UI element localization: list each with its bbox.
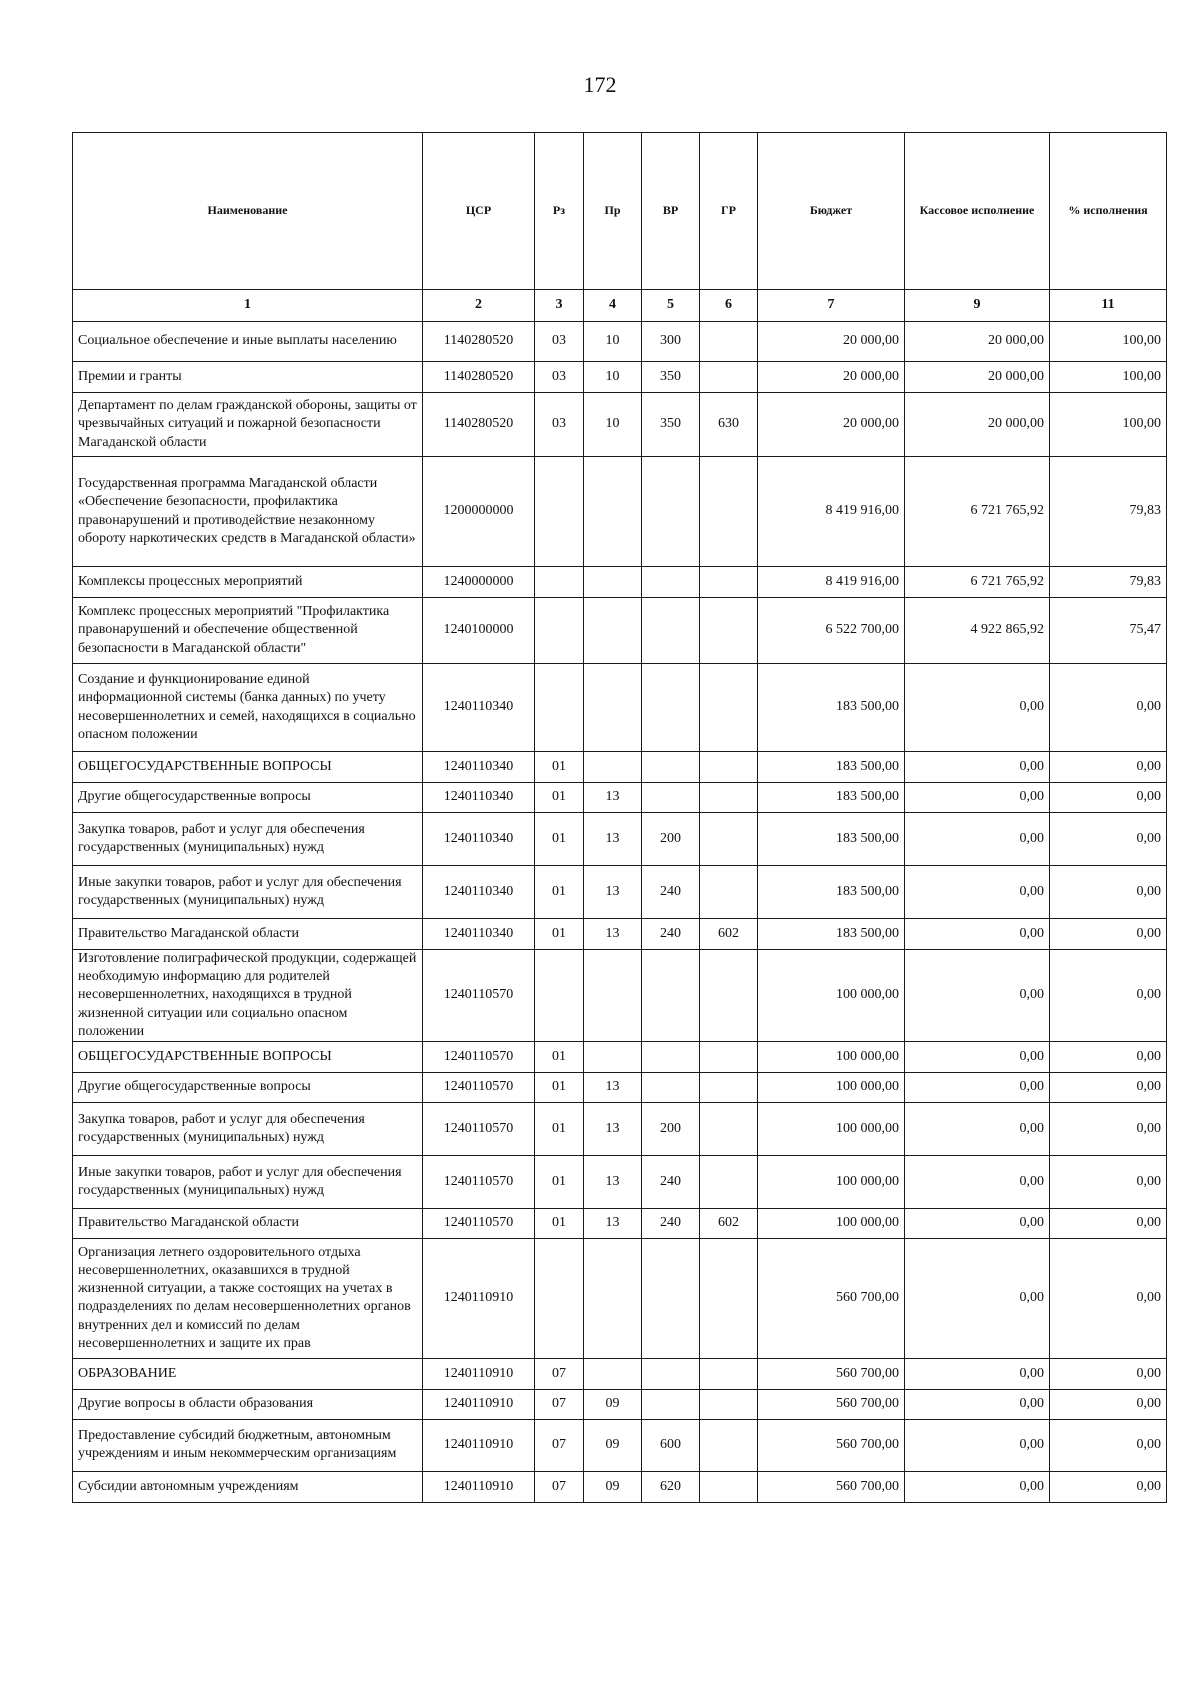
cell-pr: 13 — [584, 919, 642, 950]
cell-gr — [700, 567, 758, 598]
cell-gr — [700, 1358, 758, 1389]
cell-cash: 6 721 765,92 — [905, 567, 1050, 598]
cell-budget: 20 000,00 — [758, 322, 905, 362]
column-number-cash: 9 — [905, 290, 1050, 322]
cell-pr — [584, 950, 642, 1042]
table-row — [73, 1072, 1167, 1102]
cell-pct: 100,00 — [1050, 322, 1167, 362]
table-row — [73, 1471, 1167, 1502]
cell-pr — [584, 567, 642, 598]
cell-budget: 560 700,00 — [758, 1358, 905, 1389]
cell-pct: 0,00 — [1050, 919, 1167, 950]
cell-cash: 0,00 — [905, 866, 1050, 919]
table-row — [73, 322, 1167, 362]
cell-pr — [584, 1238, 642, 1358]
cell-gr — [700, 322, 758, 362]
cell-rz: 07 — [535, 1389, 584, 1419]
cell-csr: 1140280520 — [423, 322, 535, 362]
cell-vr: 240 — [642, 919, 700, 950]
cell-rz: 01 — [535, 1155, 584, 1208]
cell-csr: 1240110340 — [423, 752, 535, 783]
cell-csr: 1240100000 — [423, 598, 535, 664]
cell-pct: 79,83 — [1050, 457, 1167, 567]
cell-vr: 350 — [642, 393, 700, 457]
cell-csr: 1240110340 — [423, 813, 535, 866]
cell-csr: 1240110910 — [423, 1358, 535, 1389]
cell-csr: 1240110340 — [423, 866, 535, 919]
cell-csr: 1240110570 — [423, 1155, 535, 1208]
cell-budget: 560 700,00 — [758, 1238, 905, 1358]
cell-name: Закупка товаров, работ и услуг для обеспечения государственных (муниципальных) нужд — [73, 813, 423, 866]
cell-budget: 560 700,00 — [758, 1419, 905, 1471]
cell-gr — [700, 1155, 758, 1208]
budget-execution-table — [72, 132, 1167, 1503]
cell-pct: 0,00 — [1050, 1072, 1167, 1102]
cell-name: Правительство Магаданской области — [73, 919, 423, 950]
cell-pr: 10 — [584, 322, 642, 362]
cell-vr — [642, 1238, 700, 1358]
cell-gr — [700, 866, 758, 919]
cell-pr: 13 — [584, 1208, 642, 1238]
cell-pr: 13 — [584, 783, 642, 813]
cell-vr: 200 — [642, 1102, 700, 1155]
table-row — [73, 567, 1167, 598]
cell-gr — [700, 1238, 758, 1358]
cell-gr: 630 — [700, 393, 758, 457]
column-number-vr: 5 — [642, 290, 700, 322]
cell-pr — [584, 1041, 642, 1072]
cell-pct: 0,00 — [1050, 950, 1167, 1042]
cell-vr: 600 — [642, 1419, 700, 1471]
cell-vr: 240 — [642, 866, 700, 919]
cell-vr — [642, 950, 700, 1042]
table-row — [73, 362, 1167, 393]
column-header-name: Наименование — [73, 133, 423, 290]
cell-gr — [700, 664, 758, 752]
cell-name: Закупка товаров, работ и услуг для обеспечения государственных (муниципальных) нужд — [73, 1102, 423, 1155]
cell-pct: 0,00 — [1050, 1041, 1167, 1072]
cell-rz: 01 — [535, 813, 584, 866]
cell-csr: 1140280520 — [423, 393, 535, 457]
cell-cash: 0,00 — [905, 1358, 1050, 1389]
cell-gr — [700, 1102, 758, 1155]
cell-csr: 1140280520 — [423, 362, 535, 393]
cell-pct: 0,00 — [1050, 1238, 1167, 1358]
cell-pct: 0,00 — [1050, 1102, 1167, 1155]
cell-csr: 1240110340 — [423, 919, 535, 950]
cell-cash: 0,00 — [905, 950, 1050, 1042]
cell-name: Организация летнего оздоровительного отдыха несовершеннолетних, оказавшихся в трудной жизненной ситуации, а также состоящих на учетах в подразделениях по делам несовершеннолетних органов внутренних дел и комиссий по делам несовершеннолетних и защите их прав — [73, 1238, 423, 1358]
column-header-row — [73, 133, 1167, 290]
cell-pr — [584, 752, 642, 783]
cell-pct: 0,00 — [1050, 1389, 1167, 1419]
cell-vr — [642, 752, 700, 783]
cell-budget: 560 700,00 — [758, 1471, 905, 1502]
cell-gr — [700, 598, 758, 664]
cell-name: Правительство Магаданской области — [73, 1208, 423, 1238]
cell-pr: 09 — [584, 1419, 642, 1471]
cell-name: Социальное обеспечение и иные выплаты населению — [73, 322, 423, 362]
cell-rz: 01 — [535, 1041, 584, 1072]
cell-pr: 10 — [584, 393, 642, 457]
column-header-gr: ГР — [700, 133, 758, 290]
cell-name: Создание и функционирование единой информационной системы (банка данных) по учету несовершеннолетних и семей, находящихся в социально опасном положении — [73, 664, 423, 752]
column-number-row — [73, 290, 1167, 322]
column-header-csr: ЦСР — [423, 133, 535, 290]
cell-budget: 100 000,00 — [758, 1208, 905, 1238]
cell-gr — [700, 1072, 758, 1102]
cell-budget: 20 000,00 — [758, 362, 905, 393]
cell-cash: 20 000,00 — [905, 362, 1050, 393]
cell-gr — [700, 813, 758, 866]
cell-budget: 8 419 916,00 — [758, 567, 905, 598]
cell-cash: 0,00 — [905, 919, 1050, 950]
cell-pr: 13 — [584, 1155, 642, 1208]
cell-budget: 8 419 916,00 — [758, 457, 905, 567]
column-header-vr: ВР — [642, 133, 700, 290]
cell-cash: 0,00 — [905, 752, 1050, 783]
cell-cash: 0,00 — [905, 664, 1050, 752]
cell-rz: 07 — [535, 1358, 584, 1389]
cell-pr — [584, 457, 642, 567]
table-row — [73, 393, 1167, 457]
cell-name: ОБРАЗОВАНИЕ — [73, 1358, 423, 1389]
cell-cash: 6 721 765,92 — [905, 457, 1050, 567]
cell-name: Комплекс процессных мероприятий "Профилактика правонарушений и обеспечение общественной безопасности в Магаданской области" — [73, 598, 423, 664]
cell-name: Иные закупки товаров, работ и услуг для обеспечения государственных (муниципальных) нужд — [73, 866, 423, 919]
cell-budget: 100 000,00 — [758, 1155, 905, 1208]
cell-name: Другие общегосударственные вопросы — [73, 783, 423, 813]
cell-pr: 10 — [584, 362, 642, 393]
cell-name: Другие вопросы в области образования — [73, 1389, 423, 1419]
cell-pct: 0,00 — [1050, 813, 1167, 866]
cell-rz — [535, 950, 584, 1042]
cell-gr — [700, 752, 758, 783]
cell-cash: 0,00 — [905, 813, 1050, 866]
cell-cash: 0,00 — [905, 1238, 1050, 1358]
cell-budget: 100 000,00 — [758, 1072, 905, 1102]
cell-name: Иные закупки товаров, работ и услуг для обеспечения государственных (муниципальных) нужд — [73, 1155, 423, 1208]
table-row — [73, 866, 1167, 919]
cell-rz: 03 — [535, 362, 584, 393]
cell-csr: 1240110910 — [423, 1238, 535, 1358]
table-row — [73, 1102, 1167, 1155]
cell-csr: 1240110570 — [423, 1072, 535, 1102]
cell-pct: 0,00 — [1050, 1358, 1167, 1389]
cell-pr: 13 — [584, 1072, 642, 1102]
cell-rz: 01 — [535, 1208, 584, 1238]
cell-rz: 03 — [535, 322, 584, 362]
cell-budget: 183 500,00 — [758, 752, 905, 783]
cell-pr: 13 — [584, 866, 642, 919]
cell-csr: 1240110570 — [423, 1041, 535, 1072]
cell-vr — [642, 1389, 700, 1419]
cell-budget: 6 522 700,00 — [758, 598, 905, 664]
cell-pct: 0,00 — [1050, 1155, 1167, 1208]
cell-pr: 13 — [584, 1102, 642, 1155]
table-row — [73, 457, 1167, 567]
cell-rz — [535, 567, 584, 598]
cell-rz — [535, 664, 584, 752]
cell-vr: 620 — [642, 1471, 700, 1502]
table-row — [73, 1041, 1167, 1072]
cell-csr: 1240110340 — [423, 783, 535, 813]
table-row — [73, 1419, 1167, 1471]
cell-name: Премии и гранты — [73, 362, 423, 393]
cell-name: Комплексы процессных мероприятий — [73, 567, 423, 598]
cell-cash: 0,00 — [905, 1072, 1050, 1102]
cell-cash: 0,00 — [905, 1155, 1050, 1208]
cell-pct: 100,00 — [1050, 393, 1167, 457]
cell-rz: 03 — [535, 393, 584, 457]
cell-rz: 07 — [535, 1471, 584, 1502]
cell-cash: 4 922 865,92 — [905, 598, 1050, 664]
column-number-rz: 3 — [535, 290, 584, 322]
cell-csr: 1240110570 — [423, 1208, 535, 1238]
cell-gr — [700, 1471, 758, 1502]
cell-name: Другие общегосударственные вопросы — [73, 1072, 423, 1102]
cell-cash: 0,00 — [905, 1471, 1050, 1502]
cell-pct: 0,00 — [1050, 664, 1167, 752]
cell-pr — [584, 598, 642, 664]
cell-rz: 01 — [535, 752, 584, 783]
cell-csr: 1240110570 — [423, 950, 535, 1042]
cell-rz: 01 — [535, 866, 584, 919]
cell-pct: 0,00 — [1050, 752, 1167, 783]
cell-vr — [642, 457, 700, 567]
cell-gr — [700, 1389, 758, 1419]
cell-cash: 0,00 — [905, 783, 1050, 813]
cell-pct: 0,00 — [1050, 866, 1167, 919]
cell-gr — [700, 1419, 758, 1471]
column-number-name: 1 — [73, 290, 423, 322]
cell-rz — [535, 1238, 584, 1358]
cell-vr: 300 — [642, 322, 700, 362]
table-row — [73, 1389, 1167, 1419]
table-row — [73, 783, 1167, 813]
cell-budget: 20 000,00 — [758, 393, 905, 457]
cell-gr — [700, 1041, 758, 1072]
cell-pr — [584, 1358, 642, 1389]
cell-vr: 240 — [642, 1208, 700, 1238]
cell-gr: 602 — [700, 919, 758, 950]
cell-rz: 01 — [535, 1072, 584, 1102]
cell-vr — [642, 567, 700, 598]
cell-gr — [700, 457, 758, 567]
cell-vr: 350 — [642, 362, 700, 393]
table-row — [73, 598, 1167, 664]
cell-rz: 01 — [535, 919, 584, 950]
column-number-csr: 2 — [423, 290, 535, 322]
table-row — [73, 950, 1167, 1042]
cell-pr — [584, 664, 642, 752]
cell-vr: 240 — [642, 1155, 700, 1208]
cell-budget: 183 500,00 — [758, 783, 905, 813]
cell-budget: 183 500,00 — [758, 664, 905, 752]
cell-vr — [642, 598, 700, 664]
cell-pct: 0,00 — [1050, 783, 1167, 813]
cell-cash: 0,00 — [905, 1208, 1050, 1238]
cell-pct: 75,47 — [1050, 598, 1167, 664]
page-number: 172 — [583, 72, 617, 97]
cell-gr: 602 — [700, 1208, 758, 1238]
cell-pct: 0,00 — [1050, 1419, 1167, 1471]
cell-pr: 13 — [584, 813, 642, 866]
table-row — [73, 1208, 1167, 1238]
cell-budget: 100 000,00 — [758, 950, 905, 1042]
column-header-pct: % исполнения — [1050, 133, 1167, 290]
column-header-budget: Бюджет — [758, 133, 905, 290]
cell-pct: 0,00 — [1050, 1208, 1167, 1238]
column-number-pct: 11 — [1050, 290, 1167, 322]
cell-pct: 79,83 — [1050, 567, 1167, 598]
cell-pct: 0,00 — [1050, 1471, 1167, 1502]
cell-budget: 183 500,00 — [758, 919, 905, 950]
cell-cash: 0,00 — [905, 1041, 1050, 1072]
cell-vr — [642, 1358, 700, 1389]
cell-csr: 1240110910 — [423, 1419, 535, 1471]
column-header-cash: Кассовое исполнение — [905, 133, 1050, 290]
table-row — [73, 919, 1167, 950]
column-number-budget: 7 — [758, 290, 905, 322]
cell-csr: 1240110910 — [423, 1389, 535, 1419]
cell-vr — [642, 1041, 700, 1072]
table-row — [73, 1238, 1167, 1358]
cell-cash: 20 000,00 — [905, 393, 1050, 457]
cell-cash: 0,00 — [905, 1389, 1050, 1419]
cell-rz — [535, 598, 584, 664]
table-row — [73, 1358, 1167, 1389]
cell-budget: 560 700,00 — [758, 1389, 905, 1419]
cell-budget: 100 000,00 — [758, 1102, 905, 1155]
cell-name: Департамент по делам гражданской обороны, защиты от чрезвычайных ситуаций и пожарной безопасности Магаданской области — [73, 393, 423, 457]
cell-name: Изготовление полиграфической продукции, содержащей необходимую информацию для родителей несовершеннолетних, находящихся в трудной жизненной ситуации или социально опасном положении — [73, 950, 423, 1042]
table-row — [73, 664, 1167, 752]
table-row — [73, 752, 1167, 783]
cell-name: Субсидии автономным учреждениям — [73, 1471, 423, 1502]
cell-name: Предоставление субсидий бюджетным, автономным учреждениям и иным некоммерческим организациям — [73, 1419, 423, 1471]
cell-name: ОБЩЕГОСУДАРСТВЕННЫЕ ВОПРОСЫ — [73, 752, 423, 783]
cell-rz — [535, 457, 584, 567]
column-number-gr: 6 — [700, 290, 758, 322]
cell-name: ОБЩЕГОСУДАРСТВЕННЫЕ ВОПРОСЫ — [73, 1041, 423, 1072]
cell-csr: 1240110340 — [423, 664, 535, 752]
column-number-pr: 4 — [584, 290, 642, 322]
cell-csr: 1240110570 — [423, 1102, 535, 1155]
table-row — [73, 813, 1167, 866]
cell-pr: 09 — [584, 1471, 642, 1502]
cell-gr — [700, 783, 758, 813]
column-header-rz: Рз — [535, 133, 584, 290]
cell-pr: 09 — [584, 1389, 642, 1419]
column-header-pr: Пр — [584, 133, 642, 290]
table-body — [73, 322, 1167, 1503]
cell-csr: 1240000000 — [423, 567, 535, 598]
cell-budget: 100 000,00 — [758, 1041, 905, 1072]
cell-vr — [642, 1072, 700, 1102]
cell-vr — [642, 664, 700, 752]
cell-vr — [642, 783, 700, 813]
cell-pct: 100,00 — [1050, 362, 1167, 393]
cell-vr: 200 — [642, 813, 700, 866]
cell-budget: 183 500,00 — [758, 866, 905, 919]
cell-csr: 1240110910 — [423, 1471, 535, 1502]
cell-gr — [700, 950, 758, 1042]
cell-rz: 01 — [535, 783, 584, 813]
cell-csr: 1200000000 — [423, 457, 535, 567]
cell-rz: 01 — [535, 1102, 584, 1155]
cell-budget: 183 500,00 — [758, 813, 905, 866]
cell-cash: 20 000,00 — [905, 322, 1050, 362]
cell-cash: 0,00 — [905, 1419, 1050, 1471]
cell-rz: 07 — [535, 1419, 584, 1471]
cell-gr — [700, 362, 758, 393]
cell-name: Государственная программа Магаданской области «Обеспечение безопасности, профилактика правонарушений и противодействие незаконному обороту наркотических средств в Магаданской области» — [73, 457, 423, 567]
table-row — [73, 1155, 1167, 1208]
cell-cash: 0,00 — [905, 1102, 1050, 1155]
